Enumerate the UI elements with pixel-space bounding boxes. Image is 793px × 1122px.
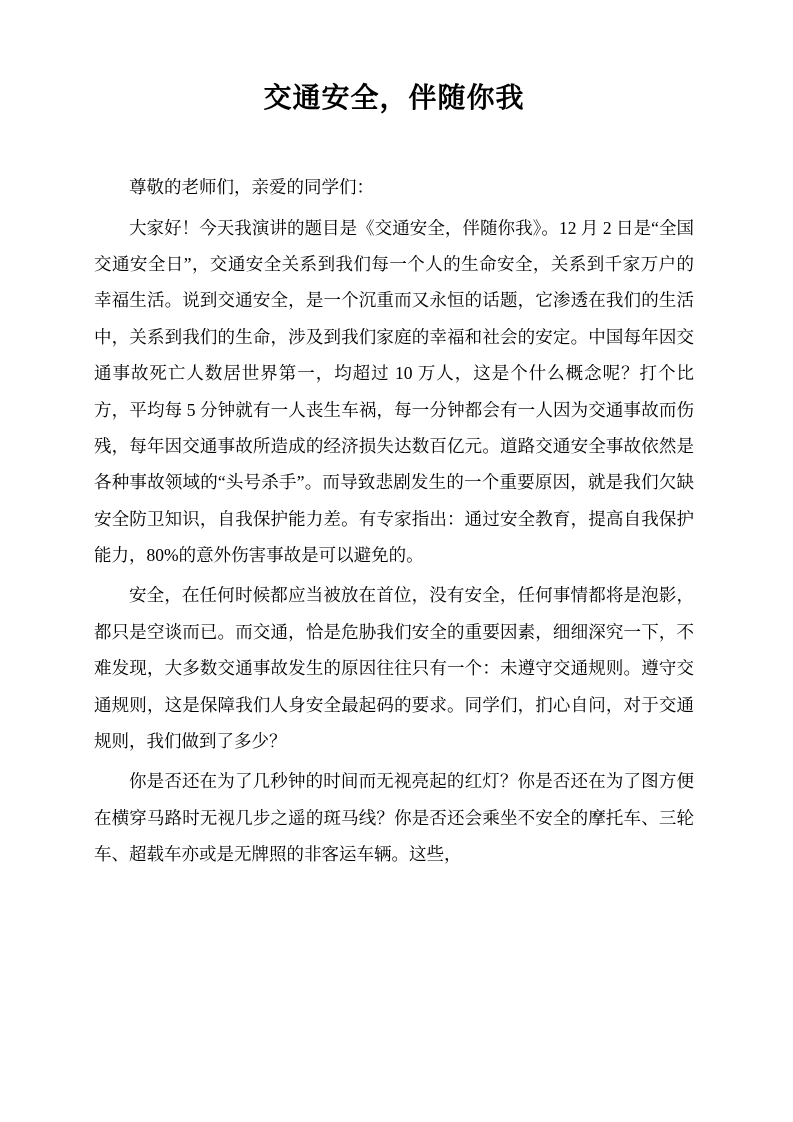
paragraph-body-1: 大家好！今天我演讲的题目是《交通安全，伴随你我》。12 月 2 日是“全国交通安全日”，交通安全关系到我们每一个人的生命安全，关系到千家万户的幸福生活。说到交通安全，是一个沉重而又永恒的话题，它渗透在我们的生活中，关系到我们的生命，涉及到我们家庭的幸福和社会的安定。中国每年因交通事故死亡人数居世界第一，均超过 10 万人，这是个什么概念呢？打个比方，平均每 5 分钟就有一人丧生车祸，每一分钟都会有一人因为交通事故而伤残，每年因交通事故所造成的经济损失达数百亿元。道路交通安全事故依然是各种事故领域的“头号杀手”。而导致悲剧发生的一个重要原因，就是我们欠缺安全防卫知识，自我保护能力差。有专家指出：通过安全教育，提高自我保护能力，80%的意外伤害事故是可以避免的。 [94, 217, 694, 566]
page-content [94, 78, 694, 877]
paragraph-salutation: 尊敬的老师们，亲爱的同学们： [129, 177, 374, 198]
paragraph-body-3: 你是否还在为了几秒钟的时间而无视亮起的红灯？你是否还在为了图方便在横穿马路时无视几步之遥的斑马线？你是否还会乘坐不安全的摩托车、三轮车、超载车亦或是无牌照的非客运车辆。这些， [94, 771, 694, 865]
page-title: 交通安全，伴随你我 [263, 82, 525, 113]
paragraph-body-2: 安全，在任何时候都应当被放在首位，没有安全，任何事情都将是泡影，都只是空谈而已。而交通，恰是危胁我们安全的重要因素，细细深究一下，不难发现，大多数交通事故发生的原因往往只有一个：未遵守交通规则。遵守交通规则，这是保障我们人身安全最起码的要求。同学们，扪心自问，对于交通规则，我们做到了多少？ [94, 585, 694, 752]
